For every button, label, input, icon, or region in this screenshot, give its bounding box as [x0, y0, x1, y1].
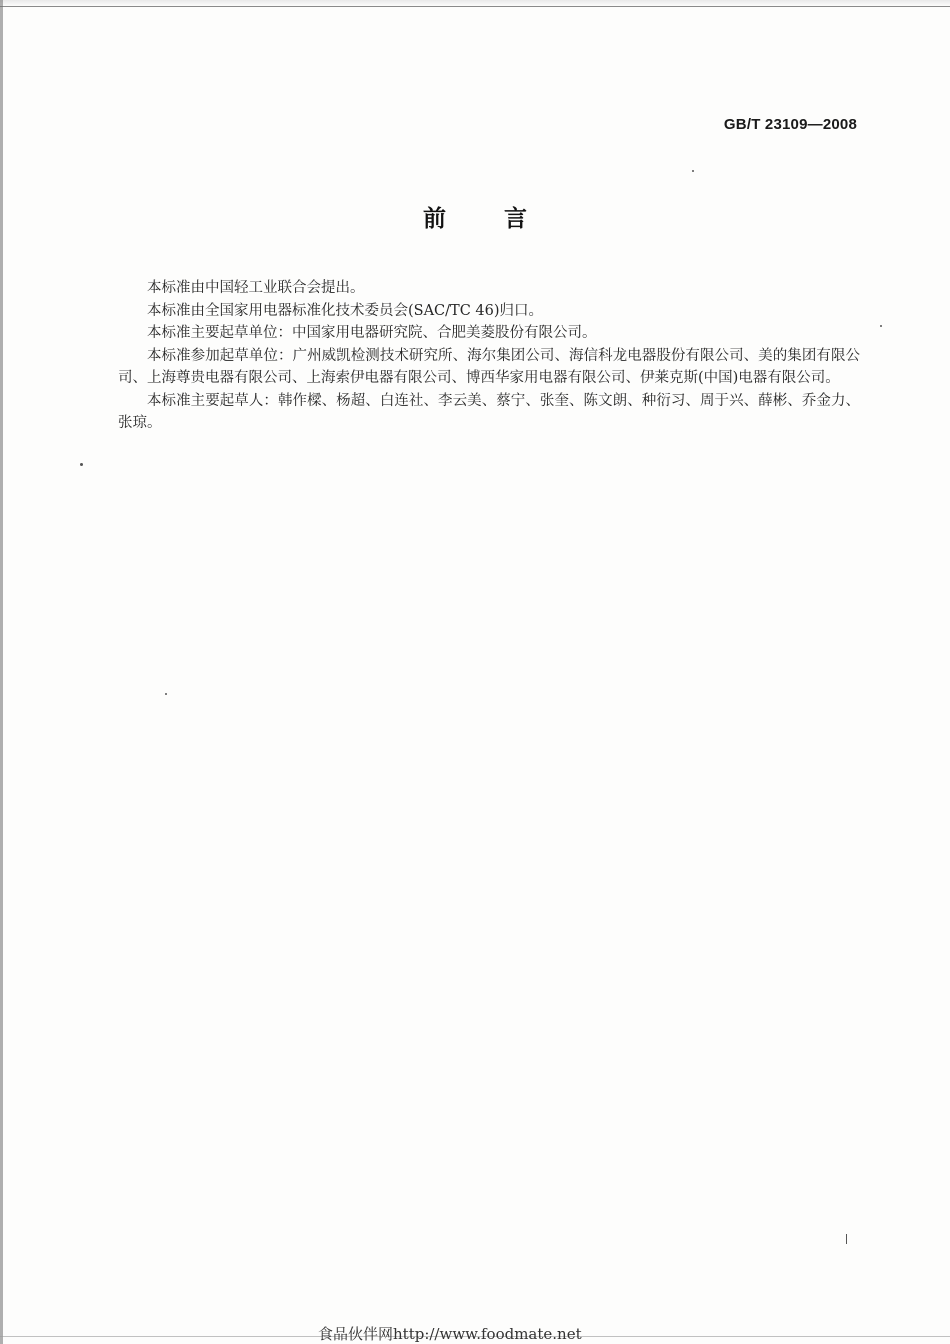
paragraph-main-drafters: 本标准主要起草人：韩作樑、杨超、白连社、李云美、蔡宁、张奎、陈文朗、种衍习、周于兴、薛彬、乔金力、张琼。: [118, 392, 860, 431]
standard-code: GB/T 23109—2008: [723, 116, 857, 133]
page-title: 前言: [423, 206, 585, 232]
scan-speck: [692, 170, 694, 172]
scan-mark: [846, 1234, 847, 1244]
scan-top-edge: [0, 0, 950, 7]
scan-speck: [165, 693, 167, 695]
watermark-footer: 食品伙伴网http://www.foodmate.net: [318, 1325, 582, 1343]
paragraph-main-drafters-units: 本标准主要起草单位：中国家用电器研究院、合肥美菱股份有限公司。: [147, 325, 597, 341]
paragraph-participating-units: 本标准参加起草单位：广州威凯检测技术研究所、海尔集团公司、海信科龙电器股份有限公司、美的集团有限公司、上海尊贵电器有限公司、上海索伊电器有限公司、博西华家用电器有限公司、伊莱克斯(中国)电器有限公司。: [118, 347, 860, 386]
scan-speck: [880, 325, 882, 327]
paragraph-committee: 本标准由全国家用电器标准化技术委员会(SAC/TC 46)归口。: [147, 302, 544, 319]
paragraph-proposer: 本标准由中国轻工业联合会提出。: [147, 280, 365, 296]
preface-body: [118, 277, 860, 435]
scan-speck: [80, 463, 83, 466]
